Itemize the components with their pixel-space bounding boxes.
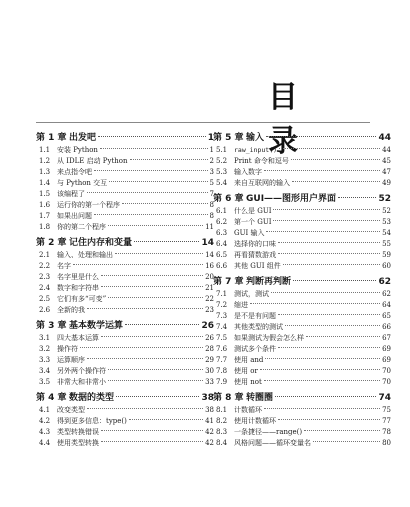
section-title: 改变类型 bbox=[57, 406, 85, 414]
dot-leader bbox=[266, 231, 380, 232]
toc-section-entry[interactable] bbox=[213, 355, 391, 366]
toc-section-entry[interactable] bbox=[36, 211, 214, 222]
toc-section-entry[interactable] bbox=[213, 333, 391, 344]
dot-leader bbox=[101, 336, 203, 337]
section-title: 使用 or bbox=[234, 367, 258, 375]
section-number: 8.1 bbox=[216, 406, 228, 414]
section-title: 它们有多“可变” bbox=[57, 295, 107, 303]
section-page-number: 67 bbox=[382, 334, 391, 342]
dot-leader bbox=[115, 253, 203, 254]
section-page-number: 75 bbox=[382, 406, 391, 414]
section-number: 1.7 bbox=[39, 212, 51, 220]
toc-section-entry[interactable] bbox=[36, 405, 214, 416]
toc-chapter bbox=[36, 236, 214, 316]
section-page-number: 69 bbox=[382, 345, 391, 353]
dot-leader bbox=[293, 280, 376, 281]
toc-column-left bbox=[36, 131, 214, 452]
section-number: 7.8 bbox=[216, 367, 228, 375]
toc-section-entry[interactable] bbox=[213, 438, 391, 449]
dot-leader bbox=[100, 148, 208, 149]
section-page-number: 22 bbox=[205, 295, 214, 303]
section-title: 其他类型的测试 bbox=[234, 323, 283, 331]
dot-leader bbox=[273, 220, 380, 221]
section-title: 来点指令吧 bbox=[57, 168, 92, 176]
chapter-page-number: 14 bbox=[201, 238, 214, 248]
toc-section-entry[interactable] bbox=[36, 344, 214, 355]
section-page-number: 70 bbox=[382, 378, 391, 386]
section-title: 全新的我 bbox=[57, 306, 85, 314]
toc-section-entry[interactable] bbox=[36, 283, 214, 294]
section-number: 1.5 bbox=[39, 190, 51, 198]
dot-leader bbox=[109, 181, 207, 182]
section-number: 5.3 bbox=[216, 168, 228, 176]
dot-leader bbox=[279, 148, 380, 149]
toc-section-entry[interactable] bbox=[36, 333, 214, 344]
section-page-number: 59 bbox=[382, 251, 391, 259]
section-number: 7.4 bbox=[216, 323, 228, 331]
section-page-number: 8 bbox=[209, 212, 214, 220]
dot-leader bbox=[94, 170, 208, 171]
section-number: 8.2 bbox=[216, 417, 228, 425]
chapter-page-number: 52 bbox=[378, 194, 391, 204]
chapter-page-number: 44 bbox=[378, 133, 391, 143]
dot-leader bbox=[278, 347, 380, 348]
chapter-heading[interactable] bbox=[36, 236, 214, 250]
chapter-heading[interactable] bbox=[213, 391, 391, 405]
toc-section-entry[interactable] bbox=[36, 200, 214, 211]
chapter-title: 输入 bbox=[246, 133, 265, 143]
toc-chapter bbox=[213, 192, 391, 272]
section-title: 测试，测试 bbox=[234, 290, 269, 298]
section-title: 测试多个条件 bbox=[234, 345, 276, 353]
section-title: 从 IDLE 启动 Python bbox=[57, 157, 128, 165]
section-page-number: 2 bbox=[209, 157, 214, 165]
dot-leader bbox=[130, 159, 208, 160]
section-page-number: 62 bbox=[382, 290, 391, 298]
section-number: 3.5 bbox=[39, 378, 51, 386]
section-page-number: 14 bbox=[205, 251, 214, 259]
chapter-number: 第 5 章 bbox=[213, 133, 244, 143]
dot-leader bbox=[338, 197, 376, 198]
section-page-number: 11 bbox=[205, 223, 214, 231]
chapter-page-number: 26 bbox=[201, 321, 214, 331]
dot-leader bbox=[264, 380, 380, 381]
toc-column-right bbox=[213, 131, 391, 452]
dot-leader bbox=[285, 325, 380, 326]
toc-section-entry[interactable] bbox=[213, 289, 391, 300]
section-page-number: 16 bbox=[205, 262, 214, 270]
chapter-number: 第 7 章 bbox=[213, 277, 244, 287]
section-title: 使用类型转换 bbox=[57, 439, 99, 447]
section-page-number: 78 bbox=[382, 428, 391, 436]
toc-section-entry[interactable] bbox=[213, 239, 391, 250]
dot-leader bbox=[278, 419, 380, 420]
section-title: 计数循环 bbox=[234, 406, 262, 414]
toc-section-entry[interactable] bbox=[213, 228, 391, 239]
dot-leader bbox=[271, 292, 380, 293]
section-page-number: 30 bbox=[205, 367, 214, 375]
section-number: 7.3 bbox=[216, 312, 228, 320]
toc-chapter bbox=[36, 391, 214, 449]
section-number: 4.1 bbox=[39, 406, 51, 414]
section-number: 8.3 bbox=[216, 428, 228, 436]
section-title: 风格问题——循环变量名 bbox=[234, 439, 311, 447]
toc-section-entry[interactable] bbox=[36, 189, 214, 200]
dot-leader bbox=[260, 369, 380, 370]
section-title: 运算顺序 bbox=[57, 356, 85, 364]
section-title: 你的第二个程序 bbox=[57, 223, 106, 231]
toc-section-entry[interactable] bbox=[36, 427, 214, 438]
dot-leader bbox=[250, 303, 380, 304]
section-title: 是不是有问题 bbox=[234, 312, 276, 320]
section-number: 8.4 bbox=[216, 439, 228, 447]
toc-section-entry[interactable] bbox=[213, 300, 391, 311]
section-title: 选择你的口味 bbox=[234, 240, 276, 248]
section-page-number: 21 bbox=[205, 284, 214, 292]
section-title: 缩进 bbox=[234, 301, 248, 309]
section-page-number: 23 bbox=[205, 306, 214, 314]
chapter-number: 第 6 章 bbox=[213, 194, 244, 204]
dot-leader bbox=[101, 430, 203, 431]
chapter-title: 判断再判断 bbox=[246, 277, 292, 287]
dot-leader bbox=[273, 209, 380, 210]
section-page-number: 70 bbox=[382, 367, 391, 375]
section-title: 操作符 bbox=[57, 345, 78, 353]
section-number: 3.4 bbox=[39, 367, 51, 375]
section-page-number: 1 bbox=[209, 146, 214, 154]
dot-leader bbox=[108, 225, 203, 226]
chapter-title: 转圈圈 bbox=[246, 393, 274, 403]
section-page-number: 33 bbox=[205, 378, 214, 386]
section-title: 再看猜数游戏 bbox=[234, 251, 276, 259]
dot-leader bbox=[292, 181, 380, 182]
section-number: 2.1 bbox=[39, 251, 51, 259]
section-title: 使用计数循环 bbox=[234, 417, 276, 425]
chapter-heading[interactable] bbox=[36, 319, 214, 333]
section-title: 如果测试为假会怎么样 bbox=[234, 334, 304, 342]
section-number: 3.1 bbox=[39, 334, 51, 342]
section-number: 7.5 bbox=[216, 334, 228, 342]
toc-section-entry[interactable] bbox=[213, 416, 391, 427]
section-title: GUI 输入 bbox=[234, 229, 265, 237]
section-title: 使用 not bbox=[234, 378, 262, 386]
section-page-number: 41 bbox=[205, 417, 214, 425]
toc-section-entry[interactable] bbox=[36, 438, 214, 449]
section-number: 1.6 bbox=[39, 201, 51, 209]
section-title: 运行你的第一个程序 bbox=[57, 201, 120, 209]
chapter-page-number: 38 bbox=[201, 393, 214, 403]
section-page-number: 64 bbox=[382, 301, 391, 309]
section-page-number: 7 bbox=[209, 190, 214, 198]
section-page-number: 45 bbox=[382, 157, 391, 165]
toc-chapter bbox=[213, 275, 391, 388]
toc-chapter bbox=[213, 131, 391, 189]
section-page-number: 42 bbox=[205, 439, 214, 447]
section-number: 7.9 bbox=[216, 378, 228, 386]
toc-chapter bbox=[36, 131, 214, 233]
toc-section-entry[interactable] bbox=[36, 305, 214, 316]
toc-section-entry[interactable] bbox=[213, 311, 391, 322]
dot-leader bbox=[291, 159, 380, 160]
dot-leader bbox=[108, 369, 203, 370]
chapter-number: 第 1 章 bbox=[36, 133, 67, 143]
section-number: 6.1 bbox=[216, 207, 228, 215]
section-number: 2.3 bbox=[39, 273, 51, 281]
dot-leader bbox=[87, 308, 203, 309]
dot-leader bbox=[101, 441, 203, 442]
dot-leader bbox=[313, 441, 380, 442]
section-number: 6.4 bbox=[216, 240, 228, 248]
toc-section-entry[interactable] bbox=[213, 377, 391, 388]
section-page-number: 60 bbox=[382, 262, 391, 270]
section-number: 2.4 bbox=[39, 284, 51, 292]
section-number: 1.8 bbox=[39, 223, 51, 231]
toc-section-entry[interactable] bbox=[36, 156, 214, 167]
dot-leader bbox=[278, 314, 380, 315]
section-number: 6.2 bbox=[216, 218, 228, 226]
chapter-heading[interactable] bbox=[36, 131, 214, 145]
chapter-title: 基本数学运算 bbox=[69, 321, 124, 331]
section-number: 4.3 bbox=[39, 428, 51, 436]
toc-section-entry[interactable] bbox=[213, 156, 391, 167]
chapter-title: GUI——图形用户界面 bbox=[246, 194, 337, 204]
toc-section-entry[interactable] bbox=[213, 322, 391, 333]
toc-section-entry[interactable] bbox=[36, 366, 214, 377]
section-page-number: 53 bbox=[382, 218, 391, 226]
chapter-heading[interactable] bbox=[213, 131, 391, 145]
dot-leader bbox=[116, 396, 199, 397]
dot-leader bbox=[134, 241, 199, 242]
section-page-number: 3 bbox=[209, 168, 214, 176]
section-number: 1.4 bbox=[39, 179, 51, 187]
chapter-title: 出发吧 bbox=[69, 133, 97, 143]
toc-section-entry[interactable] bbox=[213, 217, 391, 228]
section-page-number: 52 bbox=[382, 207, 391, 215]
section-title: 名字 bbox=[57, 262, 71, 270]
toc-section-entry[interactable] bbox=[36, 272, 214, 283]
dot-leader bbox=[87, 192, 208, 193]
dot-leader bbox=[87, 408, 203, 409]
toc-section-entry[interactable] bbox=[213, 427, 391, 438]
toc-chapter bbox=[36, 319, 214, 388]
dot-leader bbox=[125, 324, 199, 325]
dot-leader bbox=[108, 297, 203, 298]
section-title: 第一个 GUI bbox=[234, 218, 272, 226]
section-title: Print 命令和逗号 bbox=[234, 157, 289, 165]
section-page-number: 80 bbox=[382, 439, 391, 447]
dot-leader bbox=[73, 264, 203, 265]
title-divider bbox=[36, 122, 370, 123]
chapter-number: 第 3 章 bbox=[36, 321, 67, 331]
toc-section-entry[interactable] bbox=[36, 261, 214, 272]
dot-leader bbox=[266, 136, 376, 137]
section-title: 如果出问题 bbox=[57, 212, 92, 220]
toc-section-entry[interactable] bbox=[213, 261, 391, 272]
chapter-heading[interactable] bbox=[36, 391, 214, 405]
section-number: 7.6 bbox=[216, 345, 228, 353]
dot-leader bbox=[80, 347, 203, 348]
section-number: 4.2 bbox=[39, 417, 51, 425]
page-title: 目 录 bbox=[268, 80, 340, 159]
toc-section-entry[interactable] bbox=[36, 167, 214, 178]
section-title: 什么是 GUI bbox=[234, 207, 272, 215]
section-title: 输入数字 bbox=[234, 168, 262, 176]
chapter-page-number: 62 bbox=[378, 277, 391, 287]
section-title: 使用 and bbox=[234, 356, 264, 364]
chapter-page-number: 74 bbox=[378, 393, 391, 403]
section-number: 6.3 bbox=[216, 229, 228, 237]
section-number: 7.2 bbox=[216, 301, 228, 309]
toc-section-entry[interactable] bbox=[213, 206, 391, 217]
section-number: 5.2 bbox=[216, 157, 228, 165]
chapter-page-number: 1 bbox=[207, 133, 214, 143]
toc-section-entry[interactable] bbox=[36, 377, 214, 388]
dot-leader bbox=[87, 358, 203, 359]
dot-leader bbox=[108, 380, 203, 381]
section-page-number: 47 bbox=[382, 168, 391, 176]
dot-leader bbox=[275, 396, 376, 397]
section-title: 一条捷径——range() bbox=[234, 428, 303, 436]
section-page-number: 66 bbox=[382, 323, 391, 331]
toc-section-entry[interactable] bbox=[36, 145, 214, 156]
toc-section-entry[interactable] bbox=[213, 145, 391, 156]
section-title: 与 Python 交互 bbox=[57, 179, 108, 187]
chapter-heading[interactable] bbox=[213, 192, 391, 206]
section-number: 2.2 bbox=[39, 262, 51, 270]
section-number: 5.1 bbox=[216, 146, 228, 154]
toc-section-entry[interactable] bbox=[36, 416, 214, 427]
section-title: 非常大和非常小 bbox=[57, 378, 106, 386]
section-title: 数字和字符串 bbox=[57, 284, 99, 292]
section-number: 5.4 bbox=[216, 179, 228, 187]
toc-section-entry[interactable] bbox=[213, 178, 391, 189]
section-number: 7.7 bbox=[216, 356, 228, 364]
section-page-number: 26 bbox=[205, 334, 214, 342]
chapter-heading[interactable] bbox=[213, 275, 391, 289]
section-number: 1.1 bbox=[39, 146, 51, 154]
section-number: 1.3 bbox=[39, 168, 51, 176]
section-number: 3.3 bbox=[39, 356, 51, 364]
chapter-title: 数据的类型 bbox=[69, 393, 115, 403]
section-title: 类型转换错误 bbox=[57, 428, 99, 436]
toc-section-entry[interactable] bbox=[213, 366, 391, 377]
section-title: 来自互联网的输入 bbox=[234, 179, 290, 187]
section-page-number: 29 bbox=[205, 356, 214, 364]
section-page-number: 8 bbox=[209, 201, 214, 209]
section-number: 6.6 bbox=[216, 262, 228, 270]
toc-section-entry[interactable] bbox=[213, 250, 391, 261]
section-page-number: 20 bbox=[205, 273, 214, 281]
toc-section-entry[interactable] bbox=[36, 294, 214, 305]
section-page-number: 77 bbox=[382, 417, 391, 425]
dot-leader bbox=[98, 136, 206, 137]
section-page-number: 69 bbox=[382, 356, 391, 364]
dot-leader bbox=[101, 275, 203, 276]
section-title: 四大基本运算 bbox=[57, 334, 99, 342]
toc-section-entry[interactable] bbox=[213, 167, 391, 178]
section-page-number: 49 bbox=[382, 179, 391, 187]
dot-leader bbox=[129, 419, 203, 420]
toc-section-entry[interactable] bbox=[36, 355, 214, 366]
toc-section-entry[interactable] bbox=[36, 178, 214, 189]
section-title: 另外两个操作符 bbox=[57, 367, 106, 375]
section-title: 输入、处理和输出 bbox=[57, 251, 113, 259]
dot-leader bbox=[278, 253, 380, 254]
section-title: raw_input() bbox=[234, 146, 278, 154]
section-page-number: 44 bbox=[382, 146, 391, 154]
dot-leader bbox=[264, 170, 380, 171]
section-page-number: 5 bbox=[209, 179, 214, 187]
toc-section-entry[interactable] bbox=[213, 405, 391, 416]
section-title: 名字里是什么 bbox=[57, 273, 99, 281]
chapter-number: 第 2 章 bbox=[36, 238, 67, 248]
section-page-number: 55 bbox=[382, 240, 391, 248]
section-page-number: 54 bbox=[382, 229, 391, 237]
section-number: 2.5 bbox=[39, 295, 51, 303]
section-number: 6.5 bbox=[216, 251, 228, 259]
section-number: 4.4 bbox=[39, 439, 51, 447]
section-page-number: 28 bbox=[205, 345, 214, 353]
section-page-number: 65 bbox=[382, 312, 391, 320]
section-title: 安装 Python bbox=[57, 146, 98, 154]
dot-leader bbox=[122, 203, 208, 204]
section-number: 1.2 bbox=[39, 157, 51, 165]
dot-leader bbox=[283, 264, 380, 265]
section-title: 其他 GUI 组件 bbox=[234, 262, 281, 270]
section-page-number: 42 bbox=[205, 428, 214, 436]
chapter-number: 第 4 章 bbox=[36, 393, 67, 403]
dot-leader bbox=[264, 408, 380, 409]
toc-chapter bbox=[213, 391, 391, 449]
dot-leader bbox=[304, 430, 380, 431]
dot-leader bbox=[101, 286, 203, 287]
toc-section-entry[interactable] bbox=[36, 222, 214, 233]
section-page-number: 38 bbox=[205, 406, 214, 414]
dot-leader bbox=[306, 336, 380, 337]
chapter-number: 第 8 章 bbox=[213, 393, 244, 403]
dot-leader bbox=[94, 214, 208, 215]
section-title: 得到更多信息：type() bbox=[57, 417, 127, 425]
section-number: 7.1 bbox=[216, 290, 228, 298]
dot-leader bbox=[278, 242, 380, 243]
toc-section-entry[interactable] bbox=[213, 344, 391, 355]
section-number: 2.6 bbox=[39, 306, 51, 314]
chapter-title: 记住内存和变量 bbox=[69, 238, 133, 248]
section-number: 3.2 bbox=[39, 345, 51, 353]
dot-leader bbox=[265, 358, 380, 359]
section-title: 该编程了 bbox=[57, 190, 85, 198]
toc-section-entry[interactable] bbox=[36, 250, 214, 261]
